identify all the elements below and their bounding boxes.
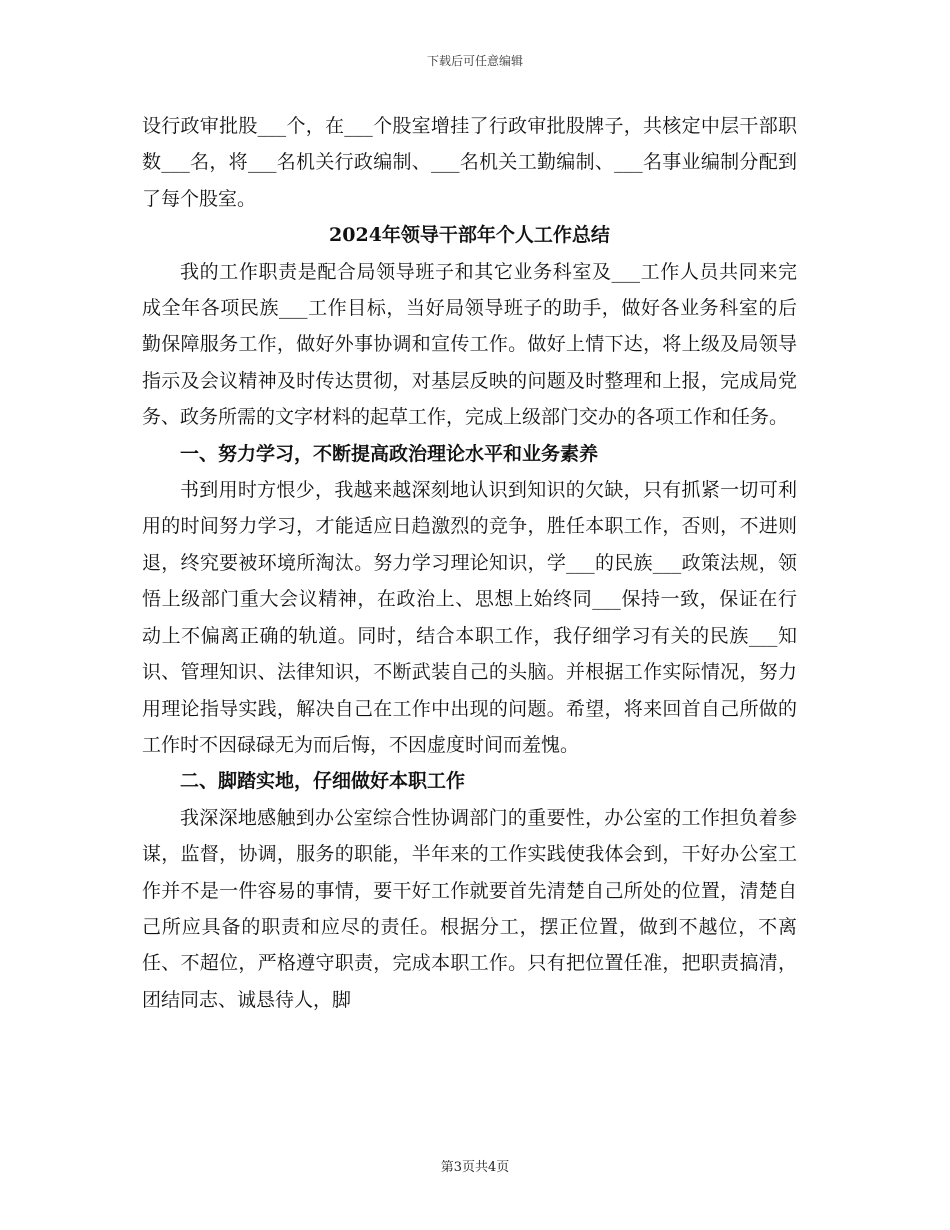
- document-title: 2024年领导干部年个人工作总结: [329, 224, 610, 247]
- page-number: 第3页共4页: [440, 1160, 510, 1175]
- intro-paragraph: 设行政审批股___个，在___个股室增挂了行政审批股牌子，共核定中层干部职数___名，将___名机关行政编制、___名机关工勤编制、___名事业编制分配到了每个股室。: [142, 115, 797, 210]
- page-header: 下载后可任意编辑: [426, 54, 523, 68]
- paragraph-study: 书到用时方恨少，我越来越深刻地认识到知识的欠缺，只有抓紧一切可利用的时间努力学习，才能适应日趋激烈的竞争，胜任本职工作，否则，不进则退，终究要被环境所淘汰。努力学习理论知识，学___的民族___政策法规，领悟上级部门重大会议精神，在政治上、思想上始终同___保持一致，保证在行动上不偏离正确的轨道。同时，结合本职工作，我仔细学习有关的民族___知识、管理知识、法律知识，不断武装自己的头脑。并根据工作实际情况，努力用理论指导实践，解决自己在工作中出现的问题。希望，将来回首自己所做的工作时不因碌碌无为而后悔，不因虚度时间而羞愧。: [142, 479, 797, 756]
- paragraph-duties: 我的工作职责是配合局领导班子和其它业务科室及___工作人员共同来完成全年各项民族___工作目标，当好局领导班子的助手，做好各业务科室的后勤保障服务工作，做好外事协调和宣传工作。做好上情下达，将上级及局领导指示及会议精神及时传达贯彻，对基层反映的问题及时整理和上报，完成局党务、政务所需的文字材料的起草工作，完成上级部门交办的各项工作和任务。: [142, 260, 797, 429]
- section-heading-study: 一、努力学习，不断提高政治理论水平和业务素养: [180, 442, 599, 465]
- section-heading-work: 二、脚踏实地，仔细做好本职工作: [180, 770, 466, 793]
- document-body: [142, 108, 797, 1018]
- paragraph-work: 我深深地感触到办公室综合性协调部门的重要性，办公室的工作担负着参谋，监督，协调，服务的职能，半年来的工作实践使我体会到，干好办公室工作并不是一件容易的事情，要干好工作就要首先清楚自己所处的位置，清楚自己所应具备的职责和应尽的责任。根据分工，摆正位置，做到不越位，不离任、不超位，严格遵守职责，完成本职工作。只有把位置任准，把职责搞清，团结同志、诚恳待人，脚: [142, 806, 797, 1011]
